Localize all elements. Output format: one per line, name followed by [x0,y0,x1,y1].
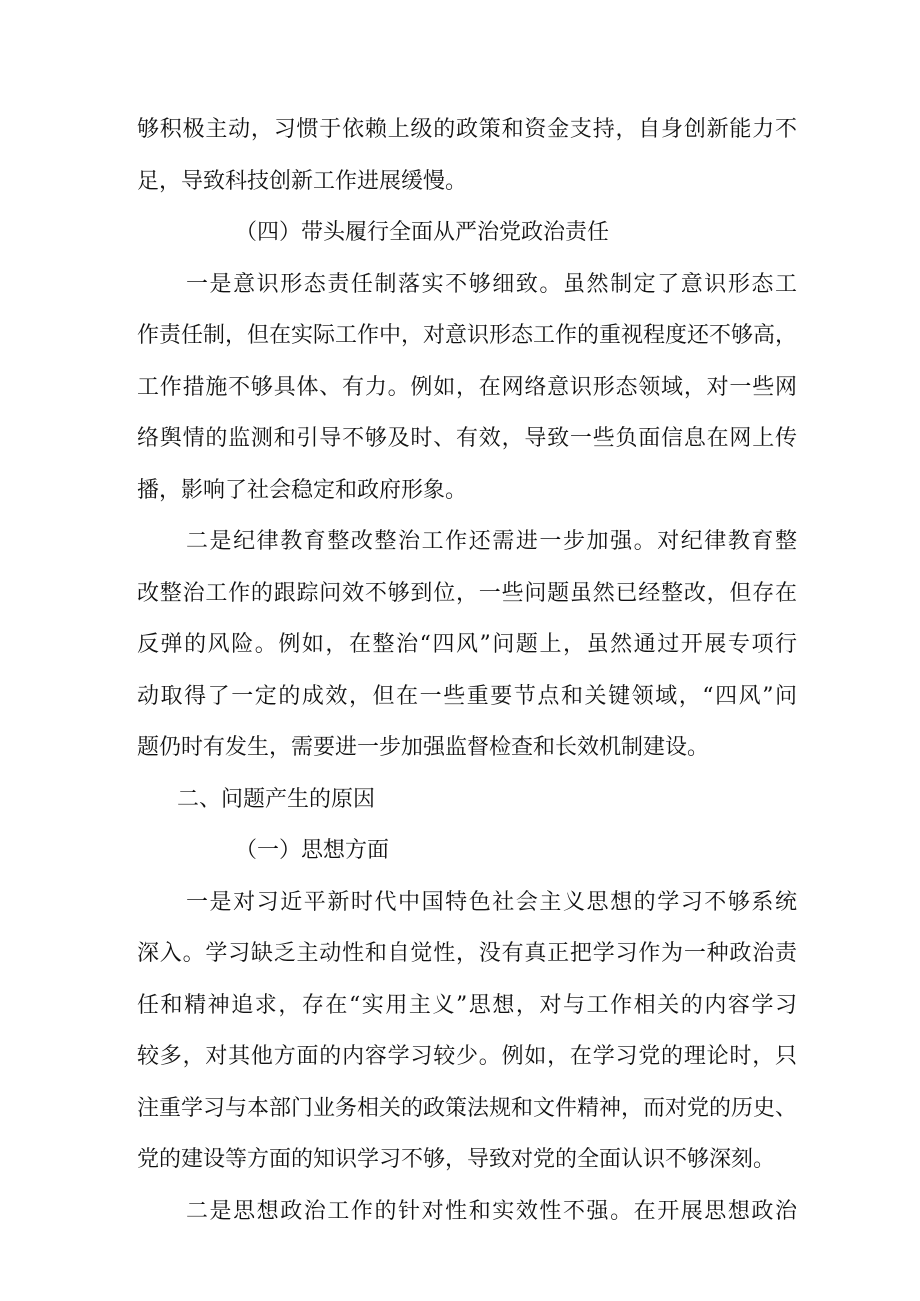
text-line: 反弹的风险。例如，在整治“四风”问题上，虽然通过开展专项行 [137,632,797,657]
text-line: 二是思想政治工作的针对性和实效性不强。在开展思想政治 [186,1198,797,1224]
text-line: 二是纪律教育整改整治工作还需进一步加强。对纪律教育整 [186,529,797,554]
text-line: 够积极主动，习惯于依赖上级的政策和资金支持，自身创新能力不 [137,117,797,142]
text-line: 足，导致科技创新工作进展缓慢。 [137,168,468,194]
text-line: 工作措施不够具体、有力。例如，在网络意识形态领域，对一些网 [137,374,797,400]
text-line: 党的建设等方面的知识学习不够，导致对党的全面认识不够深刻。 [137,1147,776,1172]
text-line: 较多，对其他方面的内容学习较少。例如，在学习党的理论时，只 [137,1044,797,1069]
text-line: 作责任制，但在实际工作中，对意识形态工作的重视程度还不够高， [137,323,797,348]
subsection-heading: （四）带头履行全面从严治党政治责任 [235,220,610,245]
text-line: 一是意识形态责任制落实不够细致。虽然制定了意识形态工 [186,271,797,297]
text-line: 播，影响了社会稳定和政府形象。 [137,477,468,503]
text-line: 一是对习近平新时代中国特色社会主义思想的学习不够系统 [186,889,797,915]
subsection-heading: （一）思想方面 [235,838,390,863]
text-line: 络舆情的监测和引导不够及时、有效，导致一些负面信息在网上传 [137,426,797,451]
text-line: 题仍时有发生，需要进一步加强监督检查和长效机制建设。 [137,735,710,760]
text-line: 改整治工作的跟踪问效不够到位，一些问题虽然已经整改，但存在 [137,580,797,606]
text-line: 任和精神追求，存在“实用主义”思想，对与工作相关的内容学习 [137,992,797,1018]
text-line: 深入。学习缺乏主动性和自觉性，没有真正把学习作为一种政治责 [137,941,797,966]
text-line: 注重学习与本部门业务相关的政策法规和文件精神，而对党的历史、 [137,1095,797,1121]
section-heading: 二、问题产生的原因 [177,786,376,812]
document-body [137,104,797,1237]
text-line: 动取得了一定的成效，但在一些重要节点和关键领域，“四风”问 [137,683,797,709]
